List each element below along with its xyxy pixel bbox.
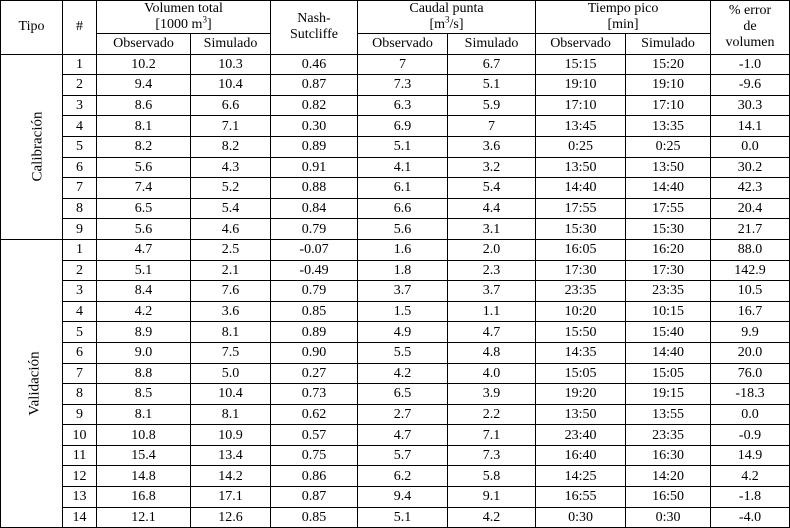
- tiempo-simulado-cell: 16:30: [626, 445, 711, 466]
- event-number-cell: 10: [63, 425, 97, 446]
- event-number-cell: 8: [63, 198, 97, 219]
- volumen-observado-cell: 9.0: [97, 342, 191, 363]
- table-row: [1, 54, 790, 75]
- caudal-observado-cell: 4.1: [358, 157, 448, 178]
- tiempo-observado-cell: 23:35: [536, 281, 626, 302]
- volumen-observado-cell: 8.5: [97, 384, 191, 405]
- caudal-simulado-cell: 5.1: [448, 75, 536, 96]
- volumen-simulado-cell: 2.1: [191, 260, 271, 281]
- caudal-simulado-cell: 4.7: [448, 322, 536, 343]
- header-volumen-unit: [99, 14, 268, 33]
- tiempo-observado-cell: 17:55: [536, 198, 626, 219]
- tiempo-simulado-cell: 13:55: [626, 404, 711, 425]
- caudal-observado-cell: 6.2: [358, 466, 448, 487]
- event-number-cell: 6: [63, 342, 97, 363]
- nash-sutcliffe-cell: 0.62: [271, 404, 358, 425]
- table-row: [1, 301, 790, 322]
- table-row: [1, 363, 790, 384]
- tiempo-simulado-cell: 0:25: [626, 136, 711, 157]
- event-number-cell: 9: [63, 404, 97, 425]
- header-error-line1: % error: [728, 3, 772, 19]
- event-number-cell: 1: [63, 239, 97, 260]
- caudal-observado-cell: 1.6: [358, 239, 448, 260]
- error-volumen-cell: 142.9: [711, 260, 790, 281]
- table-row: [1, 425, 790, 446]
- nash-sutcliffe-cell: 0.89: [271, 322, 358, 343]
- tiempo-observado-cell: 17:10: [536, 95, 626, 116]
- caudal-unit-sup: 3: [445, 14, 450, 25]
- volumen-observado-cell: 4.7: [97, 239, 191, 260]
- nash-sutcliffe-cell: 0.27: [271, 363, 358, 384]
- caudal-simulado-cell: 7: [448, 116, 536, 137]
- volumen-observado-cell: 5.6: [97, 219, 191, 240]
- error-volumen-cell: 14.9: [711, 445, 790, 466]
- tiempo-simulado-cell: 19:10: [626, 75, 711, 96]
- caudal-simulado-cell: 5.4: [448, 178, 536, 199]
- table-header: [1, 1, 790, 55]
- header-caudal-unit: [360, 14, 533, 33]
- volumen-simulado-cell: 8.1: [191, 404, 271, 425]
- volumen-observado-cell: 8.9: [97, 322, 191, 343]
- volumen-simulado-cell: 3.6: [191, 301, 271, 322]
- event-number-cell: 2: [63, 260, 97, 281]
- header-error-line2: de: [743, 19, 757, 35]
- tiempo-observado-cell: 16:40: [536, 445, 626, 466]
- table-row: [1, 384, 790, 405]
- volumen-simulado-cell: 4.3: [191, 157, 271, 178]
- volumen-observado-cell: 5.1: [97, 260, 191, 281]
- tiempo-observado-cell: 14:40: [536, 178, 626, 199]
- event-number-cell: 6: [63, 157, 97, 178]
- tiempo-simulado-cell: 15:20: [626, 54, 711, 75]
- volumen-observado-cell: 8.2: [97, 136, 191, 157]
- table-row: [1, 322, 790, 343]
- tiempo-observado-cell: 14:25: [536, 466, 626, 487]
- nash-sutcliffe-cell: -0.49: [271, 260, 358, 281]
- caudal-observado-cell: 3.7: [358, 281, 448, 302]
- tiempo-observado-cell: 19:20: [536, 384, 626, 405]
- nash-sutcliffe-cell: 0.85: [271, 507, 358, 528]
- volumen-simulado-cell: 5.4: [191, 198, 271, 219]
- error-volumen-cell: 4.2: [711, 466, 790, 487]
- nash-sutcliffe-cell: 0.57: [271, 425, 358, 446]
- tiempo-simulado-cell: 14:40: [626, 342, 711, 363]
- error-volumen-cell: -1.8: [711, 487, 790, 508]
- group-label: Validación: [26, 351, 43, 416]
- volumen-observado-cell: 8.6: [97, 95, 191, 116]
- volumen-observado-cell: 14.8: [97, 466, 191, 487]
- nash-sutcliffe-cell: 0.79: [271, 281, 358, 302]
- tiempo-observado-cell: 15:05: [536, 363, 626, 384]
- tiempo-simulado-cell: 10:15: [626, 301, 711, 322]
- tiempo-simulado-cell: 13:50: [626, 157, 711, 178]
- error-volumen-cell: 88.0: [711, 239, 790, 260]
- table-row: [1, 342, 790, 363]
- tiempo-simulado-cell: 13:35: [626, 116, 711, 137]
- caudal-simulado-cell: 3.6: [448, 136, 536, 157]
- caudal-simulado-cell: 1.1: [448, 301, 536, 322]
- header-tiempo-observado: Observado: [536, 34, 626, 55]
- caudal-unit-pre: [m: [429, 17, 446, 32]
- caudal-simulado-cell: 2.2: [448, 404, 536, 425]
- event-number-cell: 11: [63, 445, 97, 466]
- volumen-observado-cell: 8.8: [97, 363, 191, 384]
- table-row: [1, 466, 790, 487]
- volumen-observado-cell: 9.4: [97, 75, 191, 96]
- tiempo-observado-cell: 14:35: [536, 342, 626, 363]
- tiempo-observado-cell: 15:50: [536, 322, 626, 343]
- caudal-simulado-cell: 3.2: [448, 157, 536, 178]
- error-volumen-cell: 0.0: [711, 404, 790, 425]
- volumen-observado-cell: 15.4: [97, 445, 191, 466]
- caudal-simulado-cell: 3.9: [448, 384, 536, 405]
- error-volumen-cell: -1.0: [711, 54, 790, 75]
- nash-sutcliffe-cell: 0.90: [271, 342, 358, 363]
- tiempo-observado-cell: 16:55: [536, 487, 626, 508]
- volumen-simulado-cell: 14.2: [191, 466, 271, 487]
- volumen-simulado-cell: 8.2: [191, 136, 271, 157]
- header-row-1: [1, 1, 790, 34]
- header-row-2: [1, 34, 790, 55]
- caudal-observado-cell: 4.2: [358, 363, 448, 384]
- table-row: [1, 260, 790, 281]
- event-number-cell: 7: [63, 363, 97, 384]
- tiempo-simulado-cell: 17:10: [626, 95, 711, 116]
- table-row: [1, 239, 790, 260]
- nash-sutcliffe-cell: 0.75: [271, 445, 358, 466]
- volumen-observado-cell: 7.4: [97, 178, 191, 199]
- error-volumen-cell: -0.9: [711, 425, 790, 446]
- table-row: [1, 136, 790, 157]
- tiempo-simulado-cell: 16:20: [626, 239, 711, 260]
- tiempo-observado-cell: 23:40: [536, 425, 626, 446]
- header-tiempo-unit: [min]: [607, 17, 639, 32]
- event-number-cell: 9: [63, 219, 97, 240]
- table-row: [1, 487, 790, 508]
- caudal-observado-cell: 7: [358, 54, 448, 75]
- nash-sutcliffe-cell: -0.07: [271, 239, 358, 260]
- volumen-simulado-cell: 5.0: [191, 363, 271, 384]
- tiempo-simulado-cell: 23:35: [626, 425, 711, 446]
- table-row: [1, 75, 790, 96]
- tiempo-simulado-cell: 19:15: [626, 384, 711, 405]
- caudal-observado-cell: 6.6: [358, 198, 448, 219]
- caudal-observado-cell: 9.4: [358, 487, 448, 508]
- caudal-simulado-cell: 7.1: [448, 425, 536, 446]
- event-number-cell: 4: [63, 116, 97, 137]
- caudal-observado-cell: 5.1: [358, 136, 448, 157]
- caudal-simulado-cell: 5.9: [448, 95, 536, 116]
- nash-sutcliffe-cell: 0.87: [271, 75, 358, 96]
- event-number-cell: 3: [63, 95, 97, 116]
- caudal-simulado-cell: 5.8: [448, 466, 536, 487]
- volumen-simulado-cell: 8.1: [191, 322, 271, 343]
- header-volumen-observado: Observado: [97, 34, 191, 55]
- caudal-observado-cell: 4.9: [358, 322, 448, 343]
- header-number: #: [63, 1, 97, 55]
- caudal-observado-cell: 1.8: [358, 260, 448, 281]
- caudal-unit-post: /s]: [449, 17, 464, 32]
- volumen-simulado-cell: 10.4: [191, 75, 271, 96]
- nash-sutcliffe-cell: 0.87: [271, 487, 358, 508]
- caudal-observado-cell: 6.9: [358, 116, 448, 137]
- group-label: Calibración: [29, 111, 46, 182]
- caudal-observado-cell: 6.1: [358, 178, 448, 199]
- nash-sutcliffe-cell: 0.86: [271, 466, 358, 487]
- tiempo-simulado-cell: 15:30: [626, 219, 711, 240]
- error-volumen-cell: 30.3: [711, 95, 790, 116]
- event-number-cell: 3: [63, 281, 97, 302]
- tiempo-observado-cell: 15:30: [536, 219, 626, 240]
- header-caudal-punta: [358, 1, 536, 34]
- error-volumen-cell: -18.3: [711, 384, 790, 405]
- header-error-line3: volumen: [725, 35, 775, 51]
- header-tiempo-pico: [536, 1, 711, 34]
- table-row: [1, 281, 790, 302]
- event-number-cell: 13: [63, 487, 97, 508]
- tiempo-observado-cell: 15:15: [536, 54, 626, 75]
- caudal-simulado-cell: 3.1: [448, 219, 536, 240]
- header-nash-sutcliffe: [271, 1, 358, 55]
- tiempo-observado-cell: 13:50: [536, 157, 626, 178]
- event-number-cell: 5: [63, 322, 97, 343]
- nash-sutcliffe-cell: 0.89: [271, 136, 358, 157]
- error-volumen-cell: -9.6: [711, 75, 790, 96]
- tiempo-simulado-cell: 17:30: [626, 260, 711, 281]
- table-row: [1, 445, 790, 466]
- volumen-simulado-cell: 7.6: [191, 281, 271, 302]
- caudal-simulado-cell: 2.3: [448, 260, 536, 281]
- tiempo-simulado-cell: 14:20: [626, 466, 711, 487]
- volumen-observado-cell: 4.2: [97, 301, 191, 322]
- volumen-simulado-cell: 4.6: [191, 219, 271, 240]
- nash-sutcliffe-cell: 0.73: [271, 384, 358, 405]
- tiempo-simulado-cell: 15:05: [626, 363, 711, 384]
- caudal-observado-cell: 5.6: [358, 219, 448, 240]
- tiempo-observado-cell: 0:30: [536, 507, 626, 528]
- volumen-observado-cell: 8.1: [97, 404, 191, 425]
- header-caudal-simulado: Simulado: [448, 34, 536, 55]
- header-nash-line1: Nash-: [297, 11, 331, 27]
- caudal-simulado-cell: 4.2: [448, 507, 536, 528]
- caudal-observado-cell: 1.5: [358, 301, 448, 322]
- error-volumen-cell: 14.1: [711, 116, 790, 137]
- volumen-simulado-cell: 10.4: [191, 384, 271, 405]
- tiempo-observado-cell: 17:30: [536, 260, 626, 281]
- header-caudal-observado: Observado: [358, 34, 448, 55]
- table-row: [1, 178, 790, 199]
- volumen-observado-cell: 8.1: [97, 116, 191, 137]
- tiempo-simulado-cell: 17:55: [626, 198, 711, 219]
- caudal-observado-cell: 5.1: [358, 507, 448, 528]
- error-volumen-cell: 9.9: [711, 322, 790, 343]
- nash-sutcliffe-cell: 0.88: [271, 178, 358, 199]
- volumen-simulado-cell: 2.5: [191, 239, 271, 260]
- caudal-simulado-cell: 4.4: [448, 198, 536, 219]
- tiempo-observado-cell: 13:50: [536, 404, 626, 425]
- caudal-observado-cell: 7.3: [358, 75, 448, 96]
- header-volumen-simulado: Simulado: [191, 34, 271, 55]
- table-row: [1, 157, 790, 178]
- header-caudal-title: Caudal punta: [409, 1, 484, 16]
- error-volumen-cell: 76.0: [711, 363, 790, 384]
- header-tiempo-title: Tiempo pico: [587, 1, 659, 16]
- tiempo-simulado-cell: 16:50: [626, 487, 711, 508]
- volumen-unit-pre: [1000 m: [155, 17, 203, 32]
- volumen-observado-cell: 12.1: [97, 507, 191, 528]
- header-error-volumen: [711, 1, 790, 55]
- event-number-cell: 8: [63, 384, 97, 405]
- event-number-cell: 12: [63, 466, 97, 487]
- error-volumen-cell: 21.7: [711, 219, 790, 240]
- table-row: [1, 95, 790, 116]
- tiempo-simulado-cell: 23:35: [626, 281, 711, 302]
- group-label-cell: [1, 239, 63, 527]
- caudal-observado-cell: 6.3: [358, 95, 448, 116]
- caudal-simulado-cell: 9.1: [448, 487, 536, 508]
- error-volumen-cell: 10.5: [711, 281, 790, 302]
- nash-sutcliffe-cell: 0.85: [271, 301, 358, 322]
- volumen-unit-post: ]: [206, 17, 212, 32]
- header-volumen-total: [97, 1, 271, 34]
- error-volumen-cell: 20.0: [711, 342, 790, 363]
- volumen-simulado-cell: 6.6: [191, 95, 271, 116]
- error-volumen-cell: 16.7: [711, 301, 790, 322]
- caudal-simulado-cell: 2.0: [448, 239, 536, 260]
- table-row: [1, 116, 790, 137]
- caudal-observado-cell: 5.5: [358, 342, 448, 363]
- error-volumen-cell: 30.2: [711, 157, 790, 178]
- volumen-observado-cell: 10.8: [97, 425, 191, 446]
- header-tiempo-simulado: Simulado: [626, 34, 711, 55]
- nash-sutcliffe-cell: 0.79: [271, 219, 358, 240]
- error-volumen-cell: 42.3: [711, 178, 790, 199]
- error-volumen-cell: 0.0: [711, 136, 790, 157]
- tiempo-simulado-cell: 15:40: [626, 322, 711, 343]
- caudal-observado-cell: 5.7: [358, 445, 448, 466]
- volumen-observado-cell: 16.8: [97, 487, 191, 508]
- group-label-cell: [1, 54, 63, 239]
- nash-sutcliffe-cell: 0.84: [271, 198, 358, 219]
- error-volumen-cell: 20.4: [711, 198, 790, 219]
- tiempo-observado-cell: 13:45: [536, 116, 626, 137]
- volumen-observado-cell: 8.4: [97, 281, 191, 302]
- table-body: [1, 54, 790, 528]
- event-number-cell: 7: [63, 178, 97, 199]
- tiempo-simulado-cell: 14:40: [626, 178, 711, 199]
- tiempo-simulado-cell: 0:30: [626, 507, 711, 528]
- event-number-cell: 2: [63, 75, 97, 96]
- tiempo-observado-cell: 0:25: [536, 136, 626, 157]
- caudal-simulado-cell: 4.0: [448, 363, 536, 384]
- nash-sutcliffe-cell: 0.46: [271, 54, 358, 75]
- event-number-cell: 4: [63, 301, 97, 322]
- volumen-simulado-cell: 10.9: [191, 425, 271, 446]
- event-number-cell: 5: [63, 136, 97, 157]
- volumen-unit-sup: 3: [202, 14, 207, 25]
- caudal-observado-cell: 2.7: [358, 404, 448, 425]
- nash-sutcliffe-cell: 0.82: [271, 95, 358, 116]
- tiempo-observado-cell: 19:10: [536, 75, 626, 96]
- volumen-simulado-cell: 7.1: [191, 116, 271, 137]
- volumen-observado-cell: 10.2: [97, 54, 191, 75]
- table-row: [1, 219, 790, 240]
- tiempo-observado-cell: 10:20: [536, 301, 626, 322]
- caudal-observado-cell: 6.5: [358, 384, 448, 405]
- volumen-simulado-cell: 7.5: [191, 342, 271, 363]
- volumen-simulado-cell: 13.4: [191, 445, 271, 466]
- caudal-simulado-cell: 3.7: [448, 281, 536, 302]
- error-volumen-cell: -4.0: [711, 507, 790, 528]
- volumen-observado-cell: 5.6: [97, 157, 191, 178]
- event-number-cell: 14: [63, 507, 97, 528]
- volumen-observado-cell: 6.5: [97, 198, 191, 219]
- caudal-simulado-cell: 4.8: [448, 342, 536, 363]
- volumen-simulado-cell: 5.2: [191, 178, 271, 199]
- caudal-simulado-cell: 7.3: [448, 445, 536, 466]
- nash-sutcliffe-cell: 0.30: [271, 116, 358, 137]
- event-number-cell: 1: [63, 54, 97, 75]
- caudal-simulado-cell: 6.7: [448, 54, 536, 75]
- volumen-simulado-cell: 12.6: [191, 507, 271, 528]
- nash-sutcliffe-cell: 0.91: [271, 157, 358, 178]
- caudal-observado-cell: 4.7: [358, 425, 448, 446]
- header-volumen-title: Volumen total: [144, 1, 223, 16]
- header-tipo: Tipo: [1, 1, 63, 55]
- header-nash-line2: Sutcliffe: [290, 27, 338, 43]
- tiempo-observado-cell: 16:05: [536, 239, 626, 260]
- table-row: [1, 198, 790, 219]
- volumen-simulado-cell: 10.3: [191, 54, 271, 75]
- table-row: [1, 404, 790, 425]
- volumen-simulado-cell: 17.1: [191, 487, 271, 508]
